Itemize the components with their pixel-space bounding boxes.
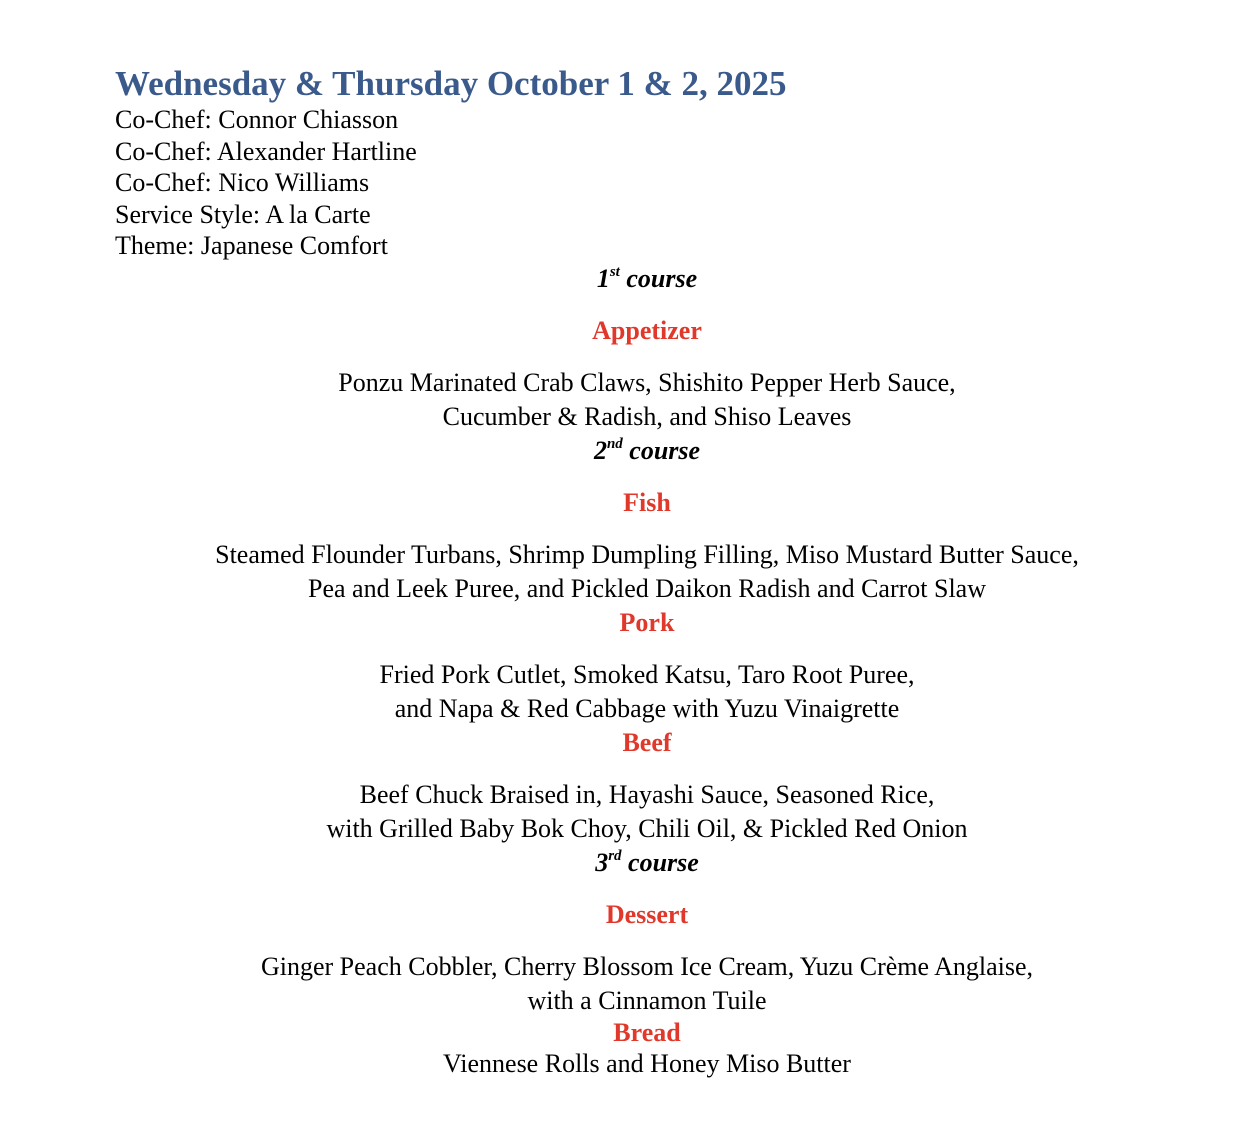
dish-line: Cucumber & Radish, and Shiso Leaves <box>442 402 852 431</box>
co-chef-3: Co-Chef: Nico Williams <box>115 168 370 197</box>
menu-header <box>115 64 1115 262</box>
service-style: Service Style: A la Carte <box>115 199 371 229</box>
theme: Theme: Japanese Comfort <box>115 231 388 260</box>
page-title: Wednesday & Thursday October 1 & 2, 2025 <box>115 64 787 103</box>
dish-line: Ponzu Marinated Crab Claws, Shishito Pepper Herb Sauce, <box>338 368 956 397</box>
course-heading-3 <box>0 846 1260 880</box>
course-number: 2 <box>593 436 607 465</box>
menu-body <box>0 262 1260 1080</box>
dish-line: Pea and Leek Puree, and Pickled Daikon Radish and Carrot Slaw <box>308 574 986 603</box>
course-heading-2 <box>0 434 1260 468</box>
co-chef-1: Co-Chef: Connor Chiasson <box>115 105 399 134</box>
course-ordinal: st <box>609 264 620 280</box>
course-label: course <box>619 264 698 293</box>
dish-line: with Grilled Baby Bok Choy, Chili Oil, & Pickled Red Onion <box>326 814 968 843</box>
course-number: 3 <box>595 848 609 877</box>
dish-line: Ginger Peach Cobbler, Cherry Blossom Ice Cream, Yuzu Crème Anglaise, <box>260 952 1034 981</box>
category-dessert: Dessert <box>605 900 689 929</box>
category-fish: Fish <box>623 488 671 517</box>
dish-line: Viennese Rolls and Honey Miso Butter <box>443 1049 851 1078</box>
course-label: course <box>622 436 701 465</box>
course-ordinal: nd <box>606 436 623 452</box>
course-heading-1 <box>0 262 1260 296</box>
dish-line: and Napa & Red Cabbage with Yuzu Vinaigrette <box>394 694 900 723</box>
category-beef: Beef <box>622 728 672 757</box>
course-number: 1 <box>596 264 610 293</box>
co-chef-2: Co-Chef: Alexander Hartline <box>115 136 417 166</box>
dish-line: Beef Chuck Braised in, Hayashi Sauce, Seasoned Rice, <box>359 780 935 809</box>
course-ordinal: rd <box>608 848 622 864</box>
category-appetizer: Appetizer <box>592 316 702 345</box>
dish-line: with a Cinnamon Tuile <box>527 986 767 1015</box>
dish-line: Fried Pork Cutlet, Smoked Katsu, Taro Root Puree, <box>379 660 915 689</box>
course-label: course <box>621 848 699 877</box>
category-pork: Pork <box>619 608 675 637</box>
category-bread: Bread <box>613 1018 681 1047</box>
dish-line: Steamed Flounder Turbans, Shrimp Dumpling Filling, Miso Mustard Butter Sauce, <box>215 540 1079 569</box>
